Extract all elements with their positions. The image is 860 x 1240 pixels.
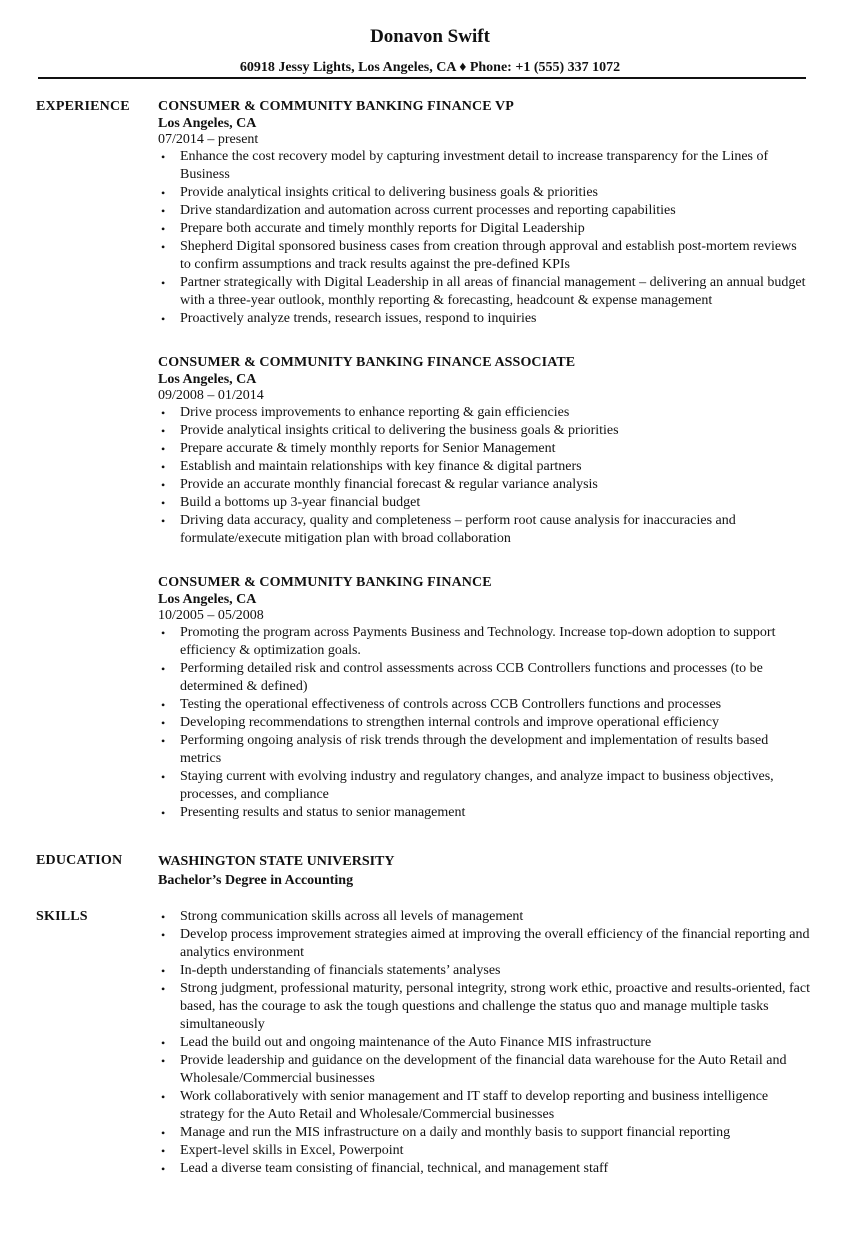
job-bullet-text: Enhance the cost recovery model by capturing investment detail to increase transparency for the Lines of Business — [180, 149, 769, 182]
bullet-icon: • — [161, 806, 166, 820]
job-bullet-text: Developing recommendations to strengthen internal controls and improve operational efficiency — [180, 715, 719, 730]
skill-text: Lead the build out and ongoing maintenance of the Auto Finance MIS infrastructure — [180, 1035, 652, 1050]
bullet-icon: • — [161, 478, 166, 492]
job-bullets — [158, 404, 810, 548]
bullet-icon: • — [161, 204, 166, 218]
job-bullet-text: Establish and maintain relationships with key finance & digital partners — [180, 459, 582, 474]
bullet-icon: • — [161, 406, 166, 420]
job-location: Los Angeles, CA — [158, 116, 257, 131]
bullet-icon: • — [161, 964, 166, 978]
bullet-icon: • — [161, 1090, 166, 1104]
degree-name: Bachelor’s Degree in Accounting — [158, 873, 354, 888]
job-bullet — [158, 494, 810, 512]
skills-list-container — [158, 908, 810, 1178]
job-bullet-text: Provide analytical insights critical to delivering the business goals & priorities — [180, 423, 619, 438]
job-bullet — [158, 660, 810, 696]
job-bullet — [158, 422, 810, 440]
job-title: CONSUMER & COMMUNITY BANKING FINANCE ASSOCIATE — [158, 355, 576, 370]
job-entry — [158, 574, 810, 822]
job-bullet-text: Prepare accurate & timely monthly reports for Senior Management — [180, 441, 556, 456]
bullet-icon: • — [161, 240, 166, 254]
skill-text: Provide leadership and guidance on the development of the financial data warehouse for the Auto Retail and Wholesale/Commercial businesses — [180, 1053, 787, 1086]
job-bullet — [158, 310, 810, 328]
skill-item — [158, 926, 810, 962]
candidate-name: Donavon Swift — [370, 26, 490, 47]
job-bullet — [158, 148, 810, 184]
bullet-icon: • — [161, 514, 166, 528]
job-bullet — [158, 440, 810, 458]
bullet-icon: • — [161, 424, 166, 438]
skill-item — [158, 1160, 810, 1178]
bullet-icon: • — [161, 982, 166, 996]
bullet-icon: • — [161, 276, 166, 290]
skill-text: In-depth understanding of financials statements’ analyses — [180, 963, 501, 978]
job-dates: 09/2008 – 01/2014 — [158, 388, 264, 403]
bullet-icon: • — [161, 1054, 166, 1068]
skill-item — [158, 1052, 810, 1088]
job-bullet-text: Performing ongoing analysis of risk trends through the development and implementation of results based metrics — [180, 733, 769, 766]
bullet-icon: • — [161, 716, 166, 730]
job-bullet-text: Prepare both accurate and timely monthly reports for Digital Leadership — [180, 221, 585, 236]
job-title: CONSUMER & COMMUNITY BANKING FINANCE — [158, 575, 492, 590]
bullet-icon: • — [161, 1144, 166, 1158]
skill-text: Work collaboratively with senior management and IT staff to develop reporting and business intelligence strategy for the Auto Retail and Wholesale/Commercial businesses — [180, 1089, 769, 1122]
job-bullet-text: Driving data accuracy, quality and completeness – perform root cause analysis for inaccuracies and formulate/execute mitigation plan with broad collaboration — [180, 513, 736, 546]
job-dates: 07/2014 – present — [158, 132, 259, 147]
job-bullet — [158, 458, 810, 476]
bullet-icon: • — [161, 1036, 166, 1050]
job-location: Los Angeles, CA — [158, 372, 257, 387]
job-bullet-text: Promoting the program across Payments Business and Technology. Increase top-down adoption to support efficiency & optimization goals. — [180, 625, 776, 658]
job-bullet — [158, 220, 810, 238]
skills-heading: SKILLS — [36, 909, 88, 924]
skill-item — [158, 1088, 810, 1124]
job-bullet-text: Drive standardization and automation across current processes and reporting capabilities — [180, 203, 676, 218]
job-bullet-text: Testing the operational effectiveness of controls across CCB Controllers functions and processes — [180, 697, 722, 712]
job-title: CONSUMER & COMMUNITY BANKING FINANCE VP — [158, 99, 514, 114]
job-location: Los Angeles, CA — [158, 592, 257, 607]
job-bullet — [158, 512, 810, 548]
bullet-icon: • — [161, 770, 166, 784]
job-bullet-text: Provide analytical insights critical to delivering business goals & priorities — [180, 185, 598, 200]
job-bullet-text: Provide an accurate monthly financial forecast & regular variance analysis — [180, 477, 598, 492]
skill-text: Strong communication skills across all levels of management — [180, 909, 524, 924]
bullet-icon: • — [161, 150, 166, 164]
job-bullet — [158, 238, 810, 274]
bullet-icon: • — [161, 698, 166, 712]
job-dates: 10/2005 – 05/2008 — [158, 608, 264, 623]
bullet-icon: • — [161, 662, 166, 676]
education-heading: EDUCATION — [36, 853, 123, 868]
job-bullet-text: Proactively analyze trends, research issues, respond to inquiries — [180, 311, 537, 326]
bullet-icon: • — [161, 910, 166, 924]
skills-list — [158, 908, 810, 1178]
job-bullet-text: Drive process improvements to enhance reporting & gain efficiencies — [180, 405, 570, 420]
job-entry — [158, 98, 810, 328]
bullet-icon: • — [161, 460, 166, 474]
bullet-icon: • — [161, 496, 166, 510]
contact-line: 60918 Jessy Lights, Los Angeles, CA ♦ Phone: +1 (555) 337 1072 — [239, 60, 621, 75]
skill-text: Strong judgment, professional maturity, personal integrity, strong work ethic, proactive and results-oriented, fact based, has the courage to ask the tough questions and challenge the status quo and manage multiple tasks simultaneously — [180, 981, 810, 1032]
job-bullet — [158, 184, 810, 202]
education-entry — [158, 852, 810, 890]
skill-item — [158, 980, 810, 1034]
bullet-icon: • — [161, 186, 166, 200]
header-divider — [38, 77, 806, 79]
school-name: WASHINGTON STATE UNIVERSITY — [158, 854, 395, 869]
job-bullet-text: Staying current with evolving industry and regulatory changes, and analyze impact to business objectives, processes, and compliance — [180, 769, 774, 802]
skill-item — [158, 1034, 810, 1052]
bullet-icon: • — [161, 312, 166, 326]
skill-item — [158, 908, 810, 926]
bullet-icon: • — [161, 1126, 166, 1140]
job-bullet — [158, 404, 810, 422]
job-bullet — [158, 202, 810, 220]
skill-text: Lead a diverse team consisting of financial, technical, and management staff — [180, 1161, 609, 1176]
skill-item — [158, 1142, 810, 1160]
job-bullets — [158, 624, 810, 822]
bullet-icon: • — [161, 222, 166, 236]
job-bullet — [158, 274, 810, 310]
job-bullets — [158, 148, 810, 328]
job-bullet-text: Performing detailed risk and control assessments across CCB Controllers functions and processes (to be determined & defined) — [180, 661, 763, 694]
skill-text: Develop process improvement strategies aimed at improving the overall efficiency of the financial reporting and analytics environment — [180, 927, 810, 960]
skill-item — [158, 962, 810, 980]
job-bullet — [158, 714, 810, 732]
job-bullet — [158, 768, 810, 804]
job-bullet — [158, 696, 810, 714]
job-bullet-text: Shepherd Digital sponsored business cases from creation through approval and establish post-mortem reviews to confirm assumptions and track results against the pre-defined KPIs — [180, 239, 797, 272]
job-bullet — [158, 732, 810, 768]
job-bullet — [158, 804, 810, 822]
job-bullet — [158, 624, 810, 660]
job-bullet-text: Partner strategically with Digital Leadership in all areas of financial management – delivering an annual budget with a three-year outlook, monthly reporting & forecasting, headcount & expense management — [180, 275, 806, 308]
job-bullet-text: Build a bottoms up 3-year financial budget — [180, 495, 421, 510]
bullet-icon: • — [161, 442, 166, 456]
skill-text: Expert-level skills in Excel, Powerpoint — [180, 1143, 404, 1158]
skill-item — [158, 1124, 810, 1142]
bullet-icon: • — [161, 734, 166, 748]
bullet-icon: • — [161, 928, 166, 942]
job-entry — [158, 354, 810, 548]
bullet-icon: • — [161, 1162, 166, 1176]
job-bullet — [158, 476, 810, 494]
experience-heading: EXPERIENCE — [36, 99, 130, 114]
job-bullet-text: Presenting results and status to senior management — [180, 805, 466, 820]
bullet-icon: • — [161, 626, 166, 640]
skill-text: Manage and run the MIS infrastructure on a daily and monthly basis to support financial reporting — [180, 1125, 731, 1140]
